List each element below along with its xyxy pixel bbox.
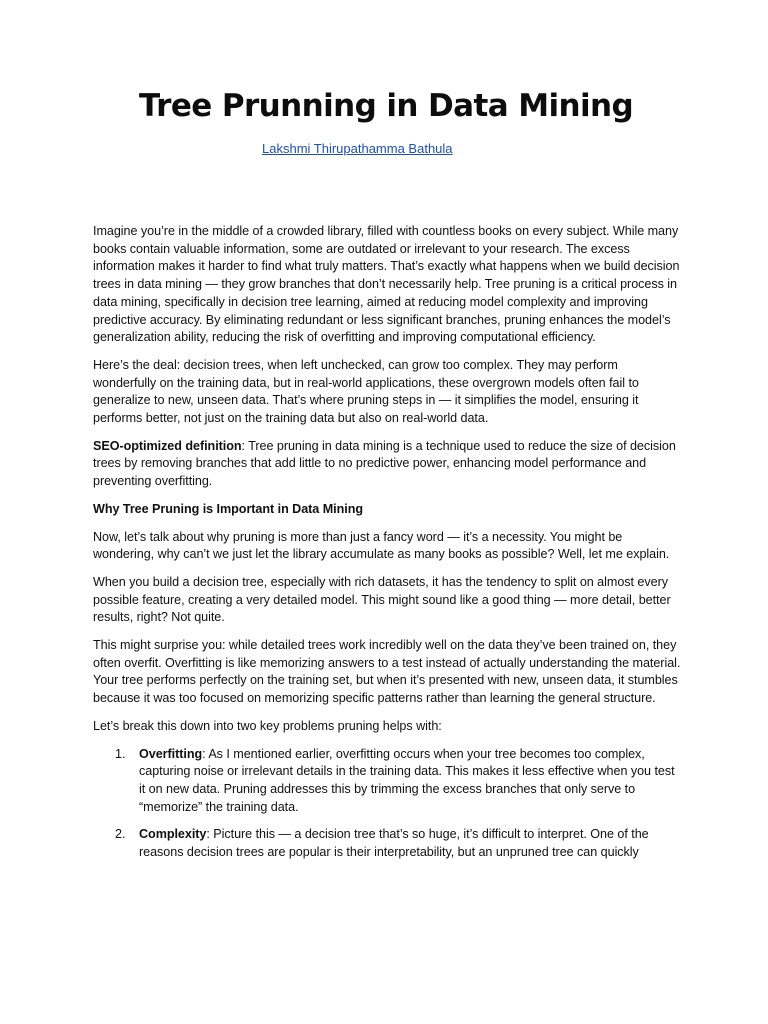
overfit-paragraph: This might surprise you: while detailed trees work incredibly well on the data they’ve been trained on, they often overfit. Overfitting is like memorizing answers to a test instead of actually understanding the material. Your tree performs perfectly on the training set, but when it’s presented with new, unseen data, it stumbles because it was too focused on memorizing specific patterns rather than learning the general structure. bbox=[93, 638, 681, 706]
document-body bbox=[93, 223, 683, 872]
list-item-number: 2. bbox=[115, 827, 126, 842]
split-paragraph: When you build a decision tree, especially with rich datasets, it has the tendency to split on almost every possible feature, creating a very detailed model. This might sound like a good thing — more detail, better results, right? Not quite. bbox=[93, 574, 671, 625]
section-heading bbox=[93, 501, 683, 519]
intro-paragraph: Imagine you’re in the middle of a crowded library, filled with countless books on every subject. While many books contain valuable information, some are outdated or irrelevant to your research. The excess information makes it harder to find what truly matters. That’s exactly what happens when we build decision trees in data mining — they grow branches that don’t necessarily help. Tree pruning is a critical process in data mining, specifically in decision tree learning, aimed at reducing model complexity and improving predictive accuracy. By eliminating redundant or less significant branches, pruning enhances the model’s generalization ability, reducing the risk of overfitting and improving computational efficiency. bbox=[93, 224, 680, 345]
section-heading-text: Why Tree Pruning is Important in Data Mining bbox=[93, 501, 363, 516]
list-item-number: 1. bbox=[115, 746, 126, 761]
definition-paragraph bbox=[93, 438, 683, 491]
list-item-text: : Picture this — a decision tree that’s so huge, it’s difficult to interpret. One of the reasons decision trees are popular is their interpretability, but an unpruned tree can quickly bbox=[139, 827, 649, 860]
document-title: Tree Prunning in Data Mining bbox=[139, 88, 634, 124]
definition-text: : Tree pruning in data mining is a technique used to reduce the size of decision trees by removing branches that add little to no predictive power, enhancing model performance and preventing overfitting. bbox=[93, 438, 676, 489]
author-link[interactable]: Lakshmi Thirupathamma Bathula bbox=[262, 141, 453, 156]
problems-list bbox=[93, 746, 683, 862]
necessity-paragraph: Now, let’s talk about why pruning is more than just a fancy word — it’s a necessity. You might be wondering, why can’t we just let the library accumulate as many books as possible? Well, let me explain. bbox=[93, 529, 670, 562]
list-item-text: : As I mentioned earlier, overfitting occurs when your tree becomes too complex, capturing noise or irrelevant details in the training data. This makes it less effective when you test it on new data. Pruning addresses this by trimming the excess branches that only serve to “memorize” the training data. bbox=[139, 746, 675, 814]
problems-intro-paragraph: Let’s break this down into two key problems pruning helps with: bbox=[93, 718, 442, 733]
deal-paragraph: Here’s the deal: decision trees, when left unchecked, can grow too complex. They may perform wonderfully on the training data, but in real-world applications, these overgrown models often fail to generalize to new, unseen data. That’s where pruning steps in — it simplifies the model, ensuring it performs better, not just on the training data but also on real-world data. bbox=[93, 357, 639, 426]
list-item-label: Complexity bbox=[139, 827, 207, 842]
definition-label: SEO-optimized definition bbox=[93, 438, 242, 453]
list-item-label: Overfitting bbox=[139, 746, 203, 761]
list-item bbox=[93, 826, 683, 861]
list-item bbox=[93, 746, 683, 817]
